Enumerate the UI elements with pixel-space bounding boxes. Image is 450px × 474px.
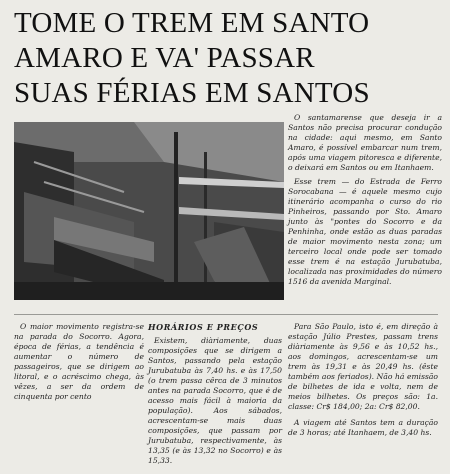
bottom-col2-text: Existem, diàriamente, duas composições que se dirigem a Santos, passando pela estação Jurubatuba às 7,40 hs. e às 17,50 (o trem passa cêrca de 3 minutos antes na parada Socorro, que é de acesso mais fácil à maioria da população). Aos sábados, acrescentam-se mais duas composições, que passam por Jurubatuba, respectivamente, às 13,35 (e às 13,32 no Socorro) e às 15,33. [148, 336, 282, 465]
bottom-column-1 [14, 322, 144, 408]
bottom-col3-paragraph-1: Para São Paulo, isto é, em direção à estação Júlio Prestes, passam trens diàriamente às 9,56 e às 10,52 hs., aos domingos, acrescentam-se um trem às 19,31 e às 20,49 hs. (êste também aos feriados). Não há emissão de bilhetes de ida e volta, nem de meios bilhetes. Os preços são: 1a. classe: Cr$ 184,00; 2a: Cr$ 82,00. [288, 322, 438, 411]
headline-line-1: TOME O TREM EM SANTO [14, 7, 370, 39]
bottom-column-3 [288, 322, 438, 444]
bottom-column-2 [148, 322, 282, 472]
right-paragraph-2: Esse trem — do Estrada de Ferro Sorocabana — é aquele mesmo cujo itinerário acompanha o curso do rio Pinheiros, passando por Sto. Amaro junto às "pontes do Socorro e da Penhinha, onde estão as duas paradas de maior movimento nesta zona; um terceiro local onde pode ser tomado esse trem é na estação Jurubatuba, localizada nas proximidades do número 1516 da avenida Marginal. [288, 177, 442, 286]
bottom-col1-text: O maior movimento registra-se na parada do Socorro. Agora, época de férias, a tendência é aumentar o número de passageiros, que se dirigem ao litoral, e o acréscimo chega, às vêzes, a ser da ordem de cinquenta por cento [14, 322, 144, 401]
bottom-col3-paragraph-2: A viagem até Santos tem a duração de 3 horas; até Itanhaem, de 3,40 hs. [288, 418, 438, 437]
right-column [288, 113, 442, 291]
headline-line-2: AMARO E VA' PASSAR [14, 42, 315, 74]
right-paragraph-1: O santamarense que deseja ir a Santos não precisa procurar condução na cidade: aqui mesmo, em Santo Amaro, é possível embarcar num trem, após uma viagem pitoresca e diferente, o deixará em Santos ou em Itanhaem. [288, 113, 442, 172]
headline [14, 6, 434, 111]
headline-line-3: SUAS FÉRIAS EM SANTOS [14, 77, 370, 109]
section-divider [14, 314, 438, 315]
schedule-heading: HORÁRIOS E PREÇOS [148, 322, 259, 332]
train-photo [14, 122, 284, 300]
train-bridge-image [14, 122, 284, 300]
